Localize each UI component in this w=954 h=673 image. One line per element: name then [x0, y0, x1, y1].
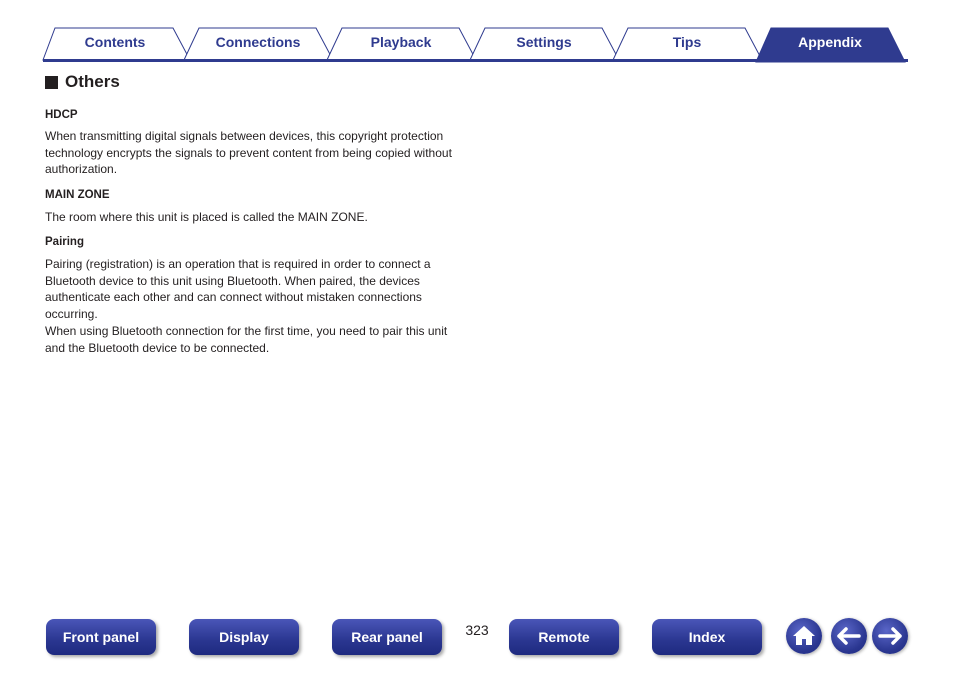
forward-button[interactable] — [872, 618, 908, 654]
term-pairing: Pairing — [45, 236, 84, 248]
main-content — [45, 71, 465, 355]
section-title: Others — [65, 72, 120, 91]
tab-settings[interactable]: Settings — [516, 34, 572, 50]
arrow-right-icon — [872, 618, 908, 654]
definition-main-zone: The room where this unit is placed is called the MAIN ZONE. — [45, 210, 368, 224]
tab-bar-baseline — [43, 59, 908, 62]
tab-appendix[interactable]: Appendix — [798, 34, 862, 50]
back-button[interactable] — [831, 618, 867, 654]
section-heading — [45, 71, 465, 93]
display-button[interactable]: Display — [189, 619, 299, 655]
rear-panel-button[interactable]: Rear panel — [332, 619, 442, 655]
page-number: 323 — [465, 622, 489, 638]
tab-contents[interactable]: Contents — [84, 34, 146, 50]
tab-tips[interactable]: Tips — [672, 34, 702, 50]
square-bullet-icon — [45, 76, 58, 89]
term-main-zone: MAIN ZONE — [45, 189, 110, 201]
home-button[interactable] — [786, 618, 822, 654]
front-panel-button[interactable]: Front panel — [46, 619, 156, 655]
index-button[interactable]: Index — [652, 619, 762, 655]
definition-pairing-para-2: When using Bluetooth connection for the first time, you need to pair this unit and the Bluetooth device to be connected. — [45, 323, 448, 355]
home-icon — [786, 618, 822, 654]
definition-pairing-para-1: Pairing (registration) is an operation that is required in order to connect a Bluetooth device to this unit using Bluetooth. When paired, the devices authenticate each other and can connect without mistaken connections occurring. — [45, 257, 431, 322]
tab-bar — [0, 0, 954, 66]
arrow-left-icon — [831, 618, 867, 654]
tab-playback[interactable]: Playback — [370, 34, 432, 50]
term-hdcp: HDCP — [45, 109, 78, 121]
remote-button[interactable]: Remote — [509, 619, 619, 655]
tab-connections[interactable]: Connections — [215, 34, 301, 50]
definition-pairing — [45, 256, 460, 356]
definition-hdcp: When transmitting digital signals between devices, this copyright protection technology encrypts the signals to prevent content from being copied without authorization. — [45, 129, 452, 177]
